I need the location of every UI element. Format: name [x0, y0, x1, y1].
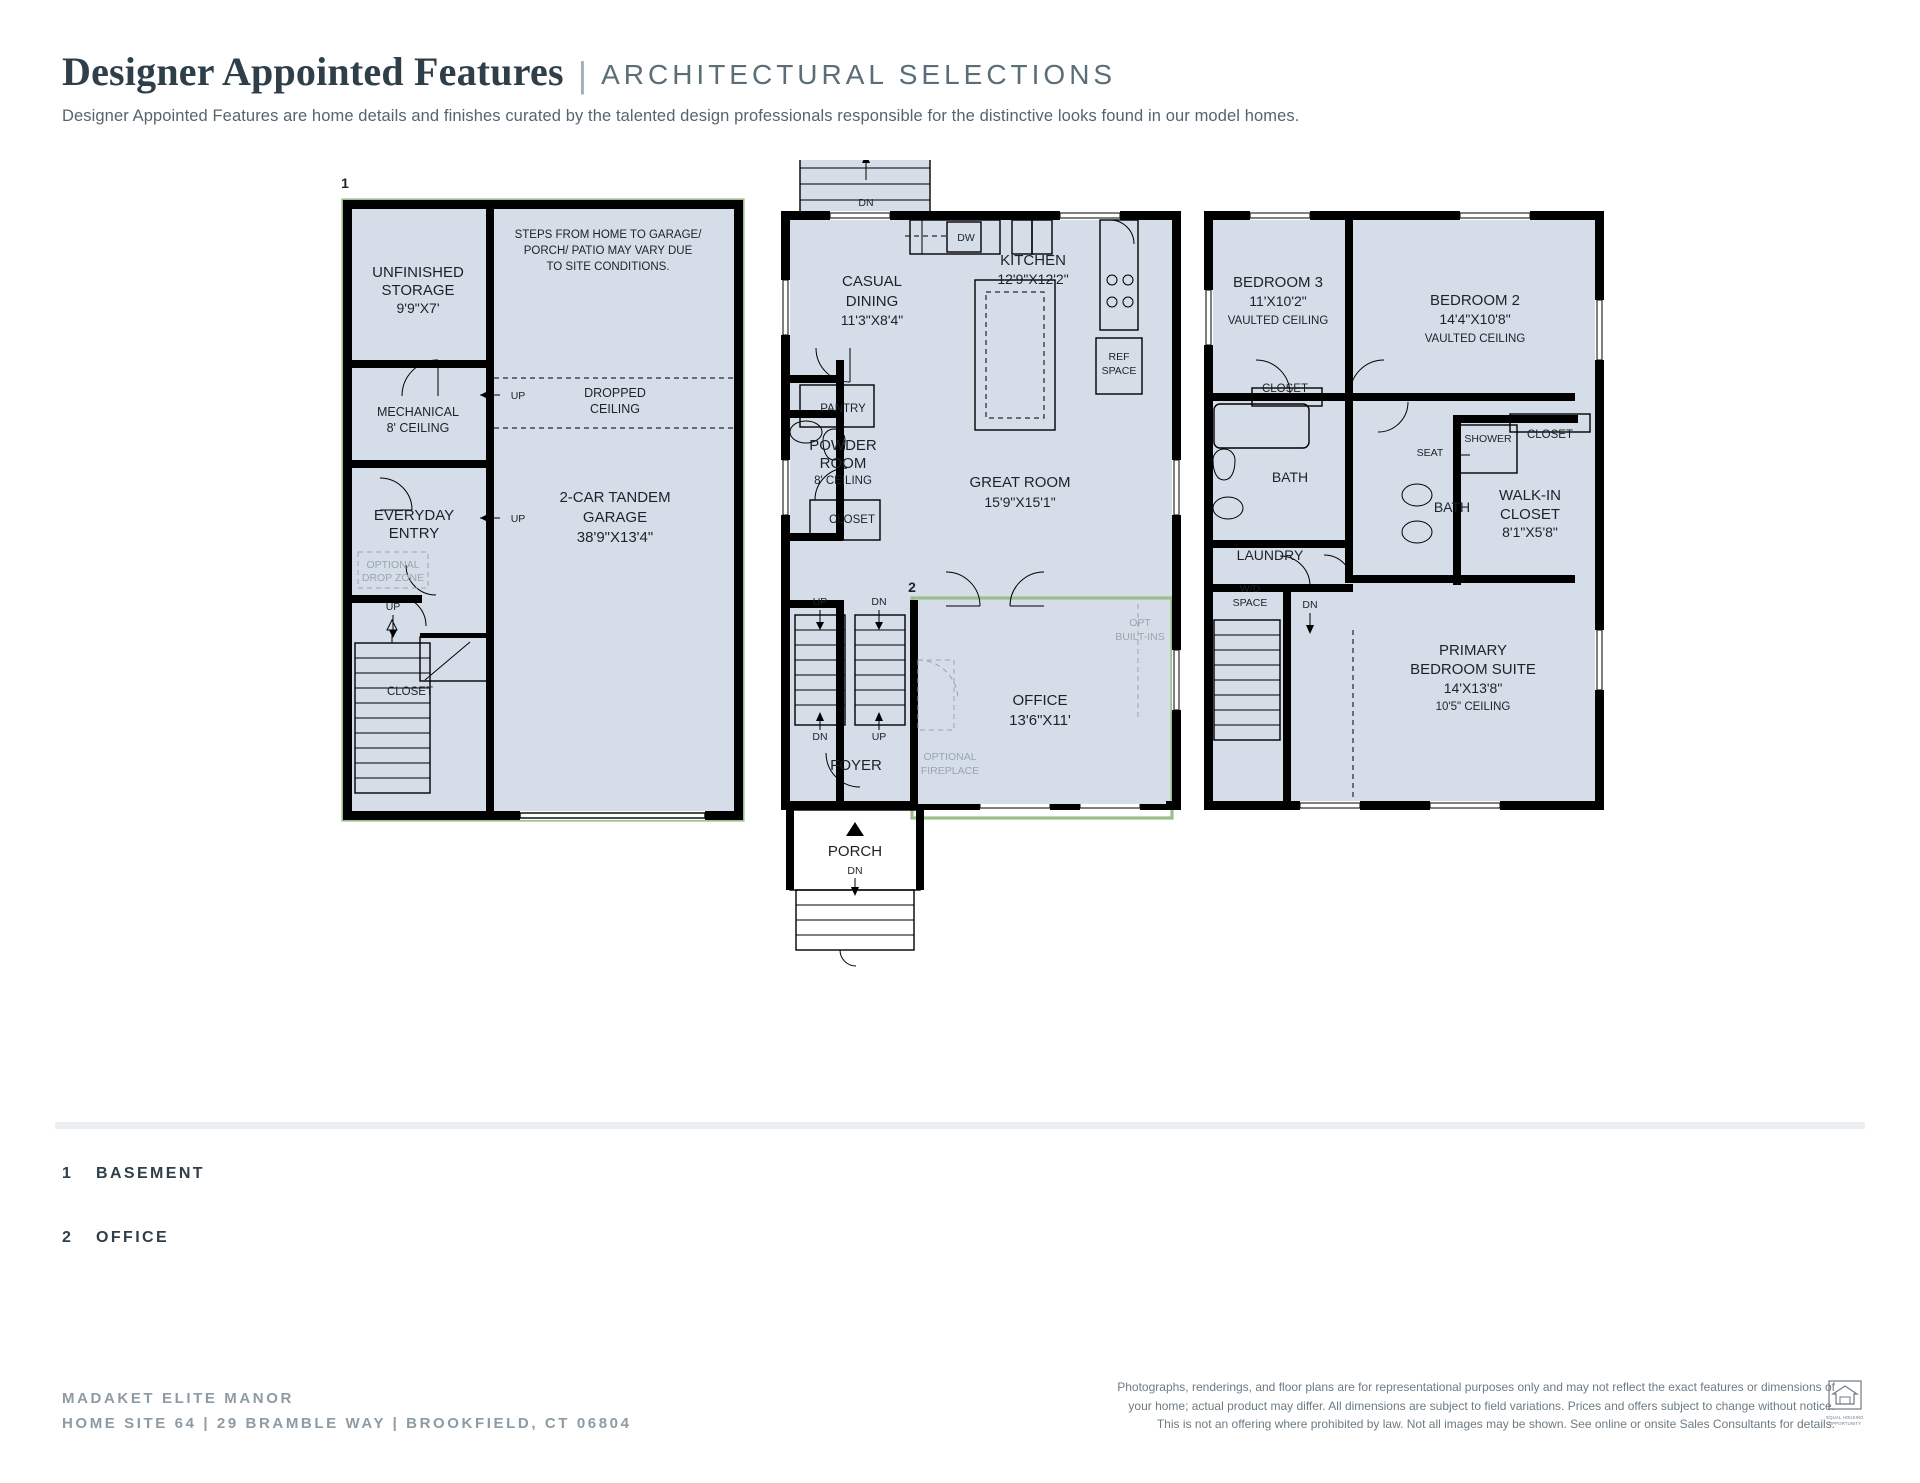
dn-label-top: DN [858, 197, 874, 209]
legend-number-2: 2 [62, 1229, 72, 1246]
unfinished-storage-line1: UNFINISHED [372, 264, 464, 281]
laundry-label: LAUNDRY [1236, 547, 1304, 563]
dn-label-mid: DN [871, 596, 887, 608]
mechanical-line1: MECHANICAL [377, 405, 459, 419]
equal-housing-opportunity-logo [1825, 1380, 1865, 1427]
everyday-entry-group [373, 550, 453, 567]
porch [786, 810, 924, 966]
office-dims: 13'6"X11' [1009, 712, 1071, 729]
optional-fireplace-line1: OPTIONAL [923, 751, 977, 763]
page-header [62, 48, 1862, 126]
great-room-line1: GREAT ROOM [969, 474, 1071, 491]
powder-ceiling: 8' CEILING [814, 475, 872, 487]
porch-dn-label: DN [847, 865, 863, 877]
basement-plan [341, 175, 743, 820]
pantry-label: PANTRY [820, 403, 866, 415]
seat-line: SEAT [1416, 447, 1444, 459]
bedroom2-dims: 14'4"X10'8" [1439, 311, 1511, 327]
closet-1-label: CLOSET [1261, 383, 1309, 395]
ref-space-line2: SPACE [1101, 365, 1137, 377]
community-name: MADAKET ELITE MANOR [62, 1390, 294, 1407]
up-label-low: UP [871, 731, 887, 743]
page-title: Designer Appointed Features [62, 49, 564, 94]
casual-dining-line2: DINING [845, 293, 899, 310]
legend-item-office [62, 1229, 205, 1247]
kitchen-line1: KITCHEN [1000, 252, 1066, 269]
wd-line1: W/D [1239, 583, 1261, 595]
ref-space-line1: REF [1108, 351, 1130, 363]
disclaimer-line-2: your home; actual product may differ. All dimensions are subject to field variations. Prices and offers subject to change without notice. [1128, 1398, 1835, 1413]
page-subtitle-heading: ARCHITECTURAL SELECTIONS [601, 59, 1117, 90]
optional-fireplace-line2: FIREPLACE [920, 765, 980, 777]
closet-2-label: CLOSET [1526, 429, 1574, 441]
disclaimer-line-3: This is not an offering where prohibited by law. Not all images may be shown. See online or onsite Sales Consultants for details. [1156, 1417, 1835, 1432]
foyer-label: FOYER [830, 757, 882, 774]
powder-line2: ROOM [819, 455, 867, 472]
everyday-entry-label-2: ENTRY [388, 525, 440, 542]
steps-note-3: TO SITE CONDITIONS. [546, 261, 670, 273]
opt-built-ins-line2: BUILT-INS [1115, 631, 1165, 643]
office-line1: OFFICE [1012, 692, 1068, 709]
kitchen-dims: 12'9"X12'2" [997, 271, 1069, 287]
legend-item-basement [62, 1165, 205, 1183]
porch-entry-arrow [846, 822, 864, 836]
wic-line2: CLOSET [1499, 506, 1561, 523]
second-floor-plan [1204, 211, 1604, 810]
primary-line1: PRIMARY [1438, 642, 1508, 659]
great-room-dims: 15'9"X15'1" [984, 494, 1056, 510]
mechanical-line2: 8' CEILING [386, 421, 450, 435]
wic-line1: WALK-IN [1499, 487, 1561, 504]
wd-line2: SPACE [1232, 597, 1268, 609]
dn-label-second: DN [1302, 599, 1318, 611]
bath-2-label: BATH [1433, 499, 1471, 515]
opt-built-ins-line1: OPT [1129, 617, 1151, 629]
first-floor-closet-label: CLOSET [828, 514, 876, 526]
room-casual-dining [841, 273, 904, 328]
casual-dining-dims: 11'3"X8'4" [840, 312, 904, 328]
page-description: Designer Appointed Features are home details and finishes curated by the talented design professionals responsible for the distinctive looks found in our model homes. [62, 107, 1300, 125]
office-marker: 2 [908, 579, 916, 595]
eho-line-2: OPPORTUNITY [1828, 1420, 1862, 1426]
legend [62, 1165, 205, 1293]
everyday-entry-label-1: EVERYDAY [373, 507, 455, 524]
casual-dining-line1: CASUAL [841, 273, 903, 290]
footer-disclaimer [975, 1378, 1835, 1434]
legend-label-basement: BASEMENT [96, 1165, 205, 1182]
unfinished-storage-dims: 9'9"X7' [396, 300, 440, 316]
title-separator: | [577, 54, 588, 95]
basement-marker: 1 [341, 175, 349, 191]
dropped-ceiling-line1: DROPPED [584, 386, 646, 400]
eho-line-1: EQUAL HOUSING [1826, 1415, 1864, 1420]
first-floor-plan [781, 160, 1181, 966]
drop-zone-line1: OPTIONAL [366, 559, 420, 571]
up-label-3: UP [385, 601, 401, 613]
up-label-left: UP [812, 596, 828, 608]
porch-label: PORCH [827, 843, 883, 860]
footer-community-info [62, 1390, 632, 1432]
basement-closet-label: CLOSET [386, 686, 434, 698]
up-label-2: UP [510, 513, 526, 525]
drop-zone-line2: DROP ZONE [361, 572, 425, 584]
bedroom3-ceiling: VAULTED CEILING [1227, 315, 1329, 327]
room-bedroom-2 [1425, 292, 1526, 345]
disclaimer-line-1: Photographs, renderings, and floor plans are for representational purposes only and may not reflect the exact features or dimensions of [1117, 1380, 1835, 1394]
legend-number-1: 1 [62, 1165, 72, 1182]
steps-note-2: PORCH/ PATIO MAY VARY DUE [523, 245, 693, 257]
equal-housing-icon [1828, 1380, 1862, 1410]
bedroom2-line1: BEDROOM 2 [1429, 292, 1521, 309]
legend-label-office: OFFICE [96, 1229, 170, 1246]
primary-dims: 14'X13'8" [1443, 680, 1503, 696]
bath-1-label: BATH [1271, 469, 1309, 485]
up-label-1: UP [510, 390, 526, 402]
bedroom3-dims: 11'X10'2" [1249, 293, 1307, 309]
garage-line2: GARAGE [582, 509, 648, 526]
shower-line: SHOWER [1464, 433, 1512, 445]
community-address: HOME SITE 64 | 29 BRAMBLE WAY | BROOKFIELD, CT 06804 [62, 1415, 632, 1432]
section-divider [55, 1122, 1865, 1129]
floor-plan-drawing [0, 160, 1920, 1100]
floor-plans-container [0, 160, 1920, 1100]
bedroom2-ceiling: VAULTED CEILING [1424, 333, 1526, 345]
powder-line1: POWDER [809, 437, 877, 454]
wic-dims: 8'1"X5'8" [1502, 524, 1558, 540]
garage-dims: 38'9"X13'4" [576, 529, 654, 546]
primary-ceiling: 10'5" CEILING [1435, 701, 1511, 713]
dw-label: DW [957, 232, 975, 244]
bedroom3-line1: BEDROOM 3 [1232, 274, 1324, 291]
room-walk-in-closet [1499, 487, 1561, 540]
title-row [62, 48, 1862, 95]
unfinished-storage-line2: STORAGE [381, 282, 455, 299]
dn-label-low: DN [812, 731, 828, 743]
dropped-ceiling-line2: CEILING [589, 402, 641, 416]
garage-line1: 2-CAR TANDEM [559, 489, 671, 506]
primary-line2: BEDROOM SUITE [1410, 661, 1536, 678]
steps-note-1: STEPS FROM HOME TO GARAGE/ [514, 229, 702, 241]
